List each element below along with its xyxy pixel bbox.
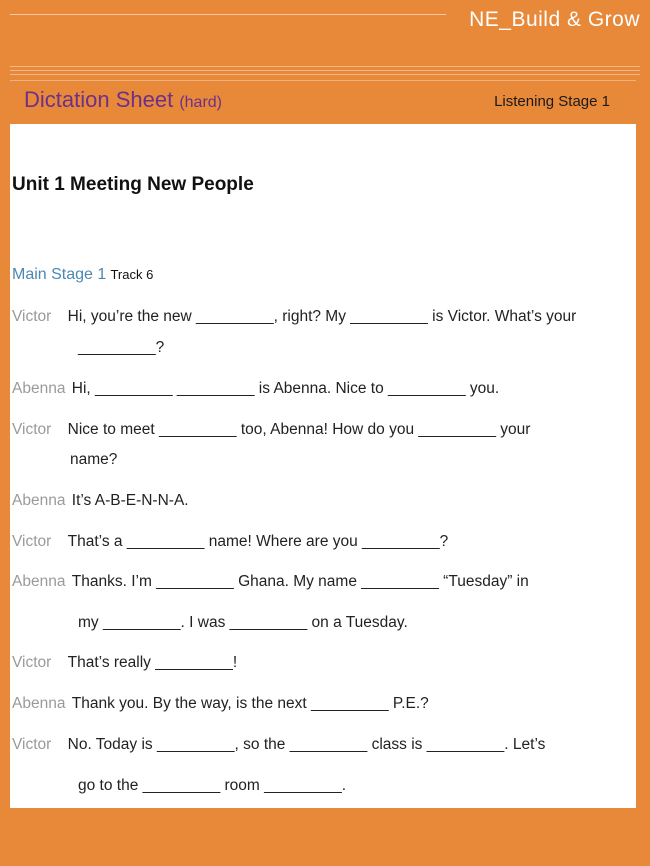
- dialogue-text: No. Today is _________, so the _________ class is _________. Let’s: [67, 736, 546, 753]
- dialogue-text: That’s really _________!: [67, 654, 238, 671]
- dialogue-line: [12, 421, 530, 439]
- section-heading: [12, 266, 153, 284]
- speaker-name: Victor: [12, 308, 52, 325]
- dialogue-text: Hi, _________ _________ is Abenna. Nice to _________ you.: [71, 380, 500, 397]
- dialogue-line: [78, 339, 164, 357]
- dialogue-text: go to the _________ room _________.: [78, 777, 347, 794]
- dialogue-text: Nice to meet _________ too, Abenna! How do you _________ your: [67, 421, 531, 438]
- dialogue-text: Hi, you’re the new _________, right? My _________ is Victor. What’s your: [67, 308, 577, 325]
- footer-band: [0, 808, 650, 866]
- dialogue-line: [12, 533, 448, 551]
- speaker-name: Abenna: [12, 380, 66, 397]
- speaker-name: Abenna: [12, 573, 66, 590]
- dialogue-text: That’s a _________ name! Where are you _________?: [67, 533, 449, 550]
- dialogue-line: [78, 777, 346, 795]
- speaker-name: Abenna: [12, 492, 66, 509]
- track-label: Track 6: [110, 267, 154, 282]
- dialogue-line: [12, 573, 529, 591]
- brand-logo: NE_Build & Grow: [469, 8, 640, 31]
- sheet-title-text: Dictation Sheet: [24, 87, 174, 112]
- top-divider: [10, 14, 446, 15]
- speaker-name: Victor: [12, 533, 52, 550]
- dialogue-line: [12, 308, 576, 326]
- dialogue-text: _________?: [78, 339, 165, 356]
- header-stripes: [10, 66, 640, 80]
- dialogue-line: [78, 614, 408, 632]
- speaker-name: Victor: [12, 736, 52, 753]
- worksheet-page: [10, 124, 636, 808]
- speaker-name: Abenna: [12, 695, 66, 712]
- dialogue-text: It’s A-B-E-N-N-A.: [71, 492, 189, 509]
- unit-title: Unit 1 Meeting New People: [12, 174, 254, 195]
- dialogue-text: Thank you. By the way, is the next _________ P.E.?: [71, 695, 429, 712]
- speaker-name: Victor: [12, 654, 52, 671]
- dialogue-line: [12, 654, 237, 672]
- sheet-title: [24, 87, 222, 113]
- dialogue-text: my _________. I was _________ on a Tuesday.: [78, 614, 408, 631]
- speaker-name: Victor: [12, 421, 52, 438]
- difficulty-label: (hard): [179, 94, 223, 111]
- dialogue-text: name?: [70, 451, 118, 468]
- dialogue-line: [12, 380, 499, 398]
- main-stage-label: Main Stage 1: [12, 266, 107, 283]
- dialogue-line: [70, 451, 117, 469]
- sheet-header: [10, 80, 636, 124]
- dialogue-line: [12, 695, 429, 713]
- dialogue-line: [12, 736, 545, 754]
- stage-label: Listening Stage 1: [494, 93, 610, 110]
- dialogue-line: [12, 492, 189, 510]
- dialogue-text: Thanks. I’m _________ Ghana. My name _________ “Tuesday” in: [71, 573, 529, 590]
